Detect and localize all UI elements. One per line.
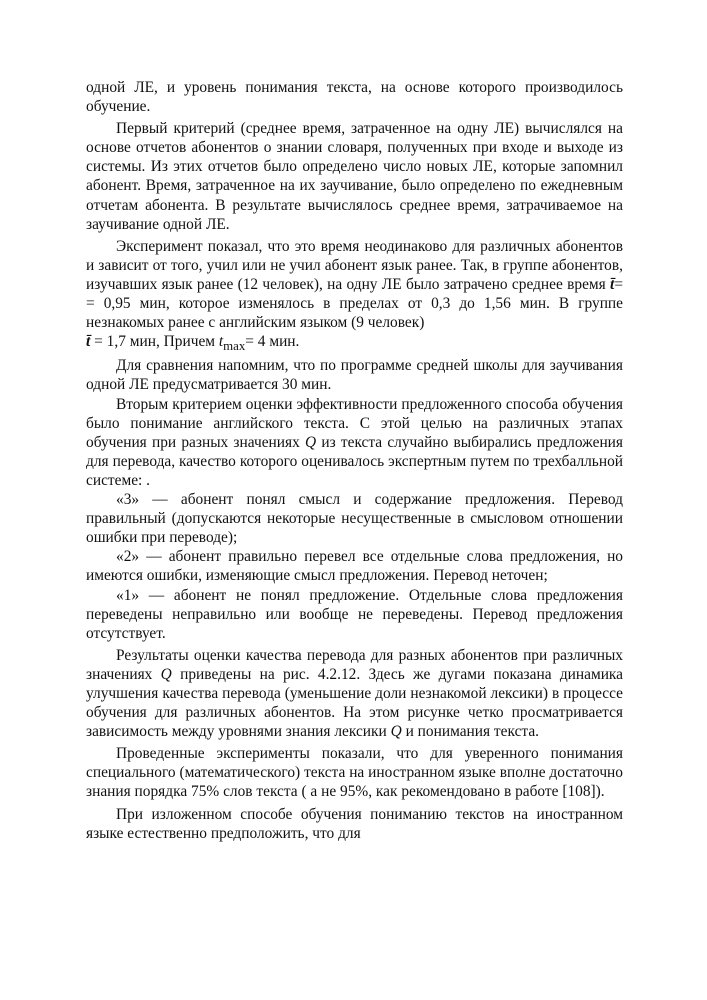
paragraph [86,395,623,490]
paragraph: Для сравнения напомним, что по программе средней школы для заучивания одной ЛЕ предусматривается 30 мин. [86,357,623,394]
paragraph [86,646,623,741]
text-run: Эксперимент показал, что это время неодинаково для различных абонентов и зависит от того, учил или не учил абонент язык ранее. Так, в группе абонентов, изучавших язык ранее (12 человек), на одну ЛЕ было затрачено среднее время [86,237,623,293]
paragraph: Первый критерий (среднее время, затраченное на одну ЛЕ) вычислялся на основе отчетов абонентов о знании словаря, полученных при входе и выходе из системы. Из этих отчетов было определено число новых ЛЕ, которые запомнил абонент. Время, затраченное на их заучивание, было определено по ежедневным отчетам абонента. В результате вычислялось среднее время, затрачиваемое на заучивание одной ЛЕ. [86,120,623,233]
paragraph [86,237,623,332]
q-symbol: Q [305,433,317,451]
text-run: и понимания текста. [405,723,540,741]
paragraph: При изложенном способе обучения пониманию текстов на иностранном языке естественно предположить, что для [86,805,623,842]
q-symbol: Q [160,665,172,683]
t-bar-symbol: t̄ [86,333,91,351]
document-page [86,78,623,843]
paragraph: «2» — абонент правильно перевел все отдельные слова предложения, но имеются ошибки, изменяющие смысл предложения. Перевод неточен; [86,548,623,585]
text-run: = = 0,95 мин, которое изменялось в пределах от 0,3 до 1,56 мин. В группе незнакомых ранее с английским языком (9 человек) [86,275,623,332]
text-run: приведены на рис. 4.2.12. Здесь же дугами показана динамика улучшения качества перевода (уменьшение доли незнакомой лексики) в процессе обучения для различных абонентов. На этом рисунке четко просматривается зависимость между уровнями знания лексики [86,665,624,741]
paragraph: Проведенные эксперименты показали, что для уверенного понимания специального (математического) текста на иностранном языке вполне достаточно знания порядка 75% слов текста ( а не 95%, как рекомендовано в работе [108]). [86,745,623,801]
t-bar-symbol: t̄ [610,275,615,293]
t-max-symbol: t [218,333,224,351]
q-symbol: Q [390,723,402,741]
text-run: = 4 мин. [245,333,300,351]
text-run: Вторым критерием оценки эффективности предложенного способа обучения было понимание английского текста. С этой целью на различных этапах обучения при разных значениях [86,395,623,451]
t-max-subscript: max [223,339,246,354]
formula-line [86,332,623,356]
paragraph: «3» — абонент понял смысл и содержание предложения. Перевод правильный (допускаются некоторые несущественные в смысловом отношении ошибки при переводе); [86,491,623,547]
text-run: = 1,7 мин, Причем [94,333,216,351]
paragraph: одной ЛЕ, и уровень понимания текста, на основе которого производилось обучение. [86,79,623,116]
text-run: Результаты оценки качества перевода для разных абонентов при различных значениях [86,646,623,683]
text-run: из текста случайно выбирались предложения для перевода, качество которого оценивалось экспертным путем по трехбалльной системе: . [86,433,623,489]
paragraph: «1» — абонент не понял предложение. Отдельные слова предложения переведены неправильно или вообще не переведены. Перевод предложения отсутствует. [86,586,623,642]
